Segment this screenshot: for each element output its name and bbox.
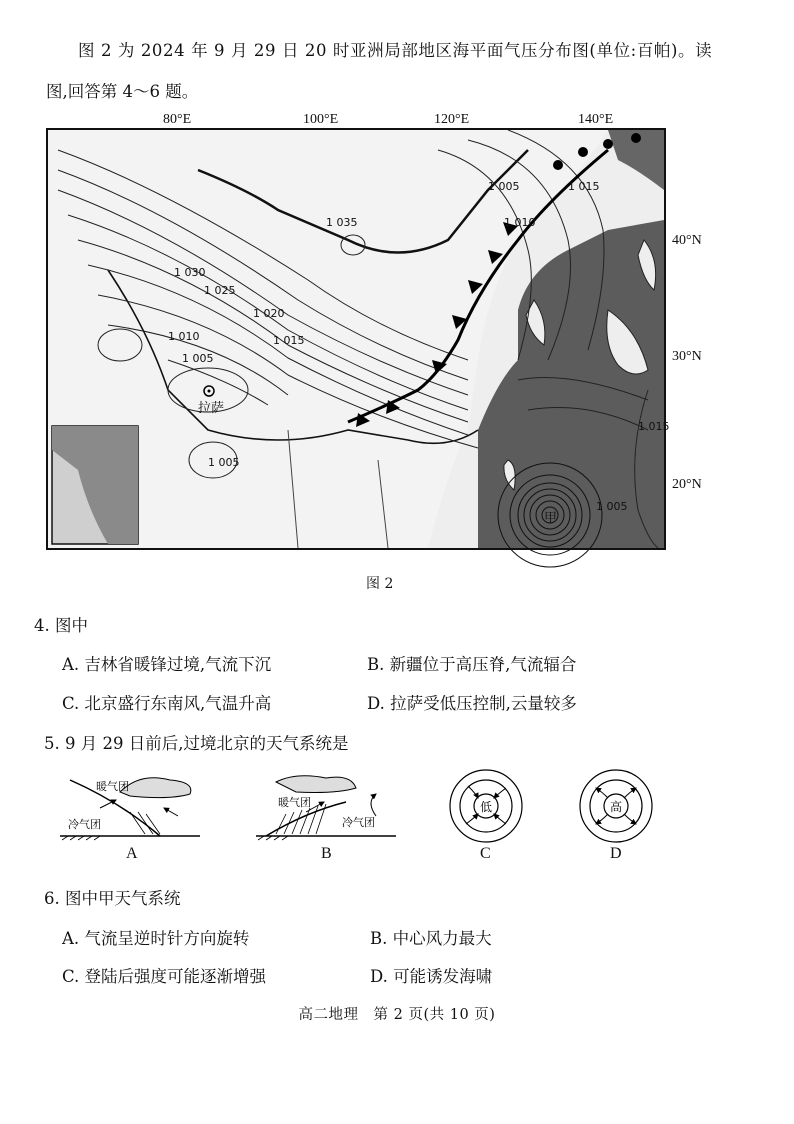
weather-system-a-diagram <box>60 772 200 844</box>
weather-system-d-diagram <box>576 766 656 846</box>
question-6-option-d: D. 可能诱发海啸 <box>370 967 493 986</box>
isobar-label: 1 020 <box>253 307 285 320</box>
question-6-stem: 6. 图中甲天气系统 <box>44 889 181 908</box>
lhasa-label: 拉萨 <box>198 401 225 416</box>
question-4-option-b: B. 新疆位于高压脊,气流辐合 <box>367 655 577 674</box>
isobar-label: 1 005 <box>596 500 628 513</box>
system-a-cold-label: 冷气团 <box>68 818 101 831</box>
weather-system-b-diagram <box>256 772 396 844</box>
question-6-option-b: B. 中心风力最大 <box>370 929 492 948</box>
isobar-label: 1 005 <box>488 180 520 193</box>
isobar-label: 1 010 <box>504 216 536 229</box>
isobar-label: 1 015 <box>638 420 670 433</box>
longitude-label-120: 120°E <box>434 112 470 127</box>
longitude-label-80: 80°E <box>163 112 192 127</box>
weather-system-c-diagram <box>446 766 526 846</box>
isobar-label: 1 015 <box>273 334 305 347</box>
latitude-label-20: 20°N <box>672 477 702 492</box>
system-d-letter: D <box>610 845 622 862</box>
question-6-option-c: C. 登陆后强度可能逐渐增强 <box>62 967 267 986</box>
latitude-label-40: 40°N <box>672 233 702 248</box>
longitude-label-100: 100°E <box>303 112 339 127</box>
question-6-option-a: A. 气流呈逆时针方向旋转 <box>62 929 250 948</box>
system-b-letter: B <box>321 845 332 862</box>
isobar-label: 1 010 <box>168 330 200 343</box>
isobar-label: 1 005 <box>208 456 240 469</box>
system-b-cold-label: 冷气团 <box>342 816 375 829</box>
isobar-label: 1 005 <box>182 352 214 365</box>
isobar-label: 1 025 <box>204 284 236 297</box>
question-4-option-d: D. 拉萨受低压控制,云量较多 <box>367 694 577 713</box>
system-c-center-label: 低 <box>480 800 493 814</box>
intro-paragraph <box>46 30 751 112</box>
system-a-letter: A <box>126 845 138 862</box>
latitude-label-30: 30°N <box>672 349 702 364</box>
system-a-warm-label: 暖气团 <box>96 780 129 793</box>
isobar-label: 1 015 <box>568 180 600 193</box>
pressure-map <box>46 128 670 550</box>
intro-line-2: 图,回答第 4～6 题。 <box>46 82 199 101</box>
pressure-map-drawing <box>48 130 670 548</box>
page-footer: 高二地理 第 2 页(共 10 页) <box>298 1007 496 1023</box>
system-c-letter: C <box>480 845 491 862</box>
question-4-option-a: A. 吉林省暖锋过境,气流下沉 <box>62 655 272 674</box>
typhoon-label: 甲 <box>544 511 558 526</box>
longitude-label-140: 140°E <box>578 112 614 127</box>
intro-line-1: 图 2 为 2024 年 9 月 29 日 20 时亚洲局部地区海平面气压分布图(单位:百帕)。读 <box>78 41 713 60</box>
isobar-label: 1 035 <box>326 216 358 229</box>
system-b-warm-label: 暖气团 <box>278 796 311 809</box>
system-d-center-label: 高 <box>610 800 623 814</box>
question-5-stem: 5. 9 月 29 日前后,过境北京的天气系统是 <box>44 734 349 753</box>
figure-caption: 图 2 <box>366 576 394 592</box>
question-4-stem: 4. 图中 <box>34 616 88 635</box>
question-4-option-c: C. 北京盛行东南风,气温升高 <box>62 694 272 713</box>
lhasa-marker-dot <box>208 390 211 393</box>
isobar-label: 1 030 <box>174 266 206 279</box>
